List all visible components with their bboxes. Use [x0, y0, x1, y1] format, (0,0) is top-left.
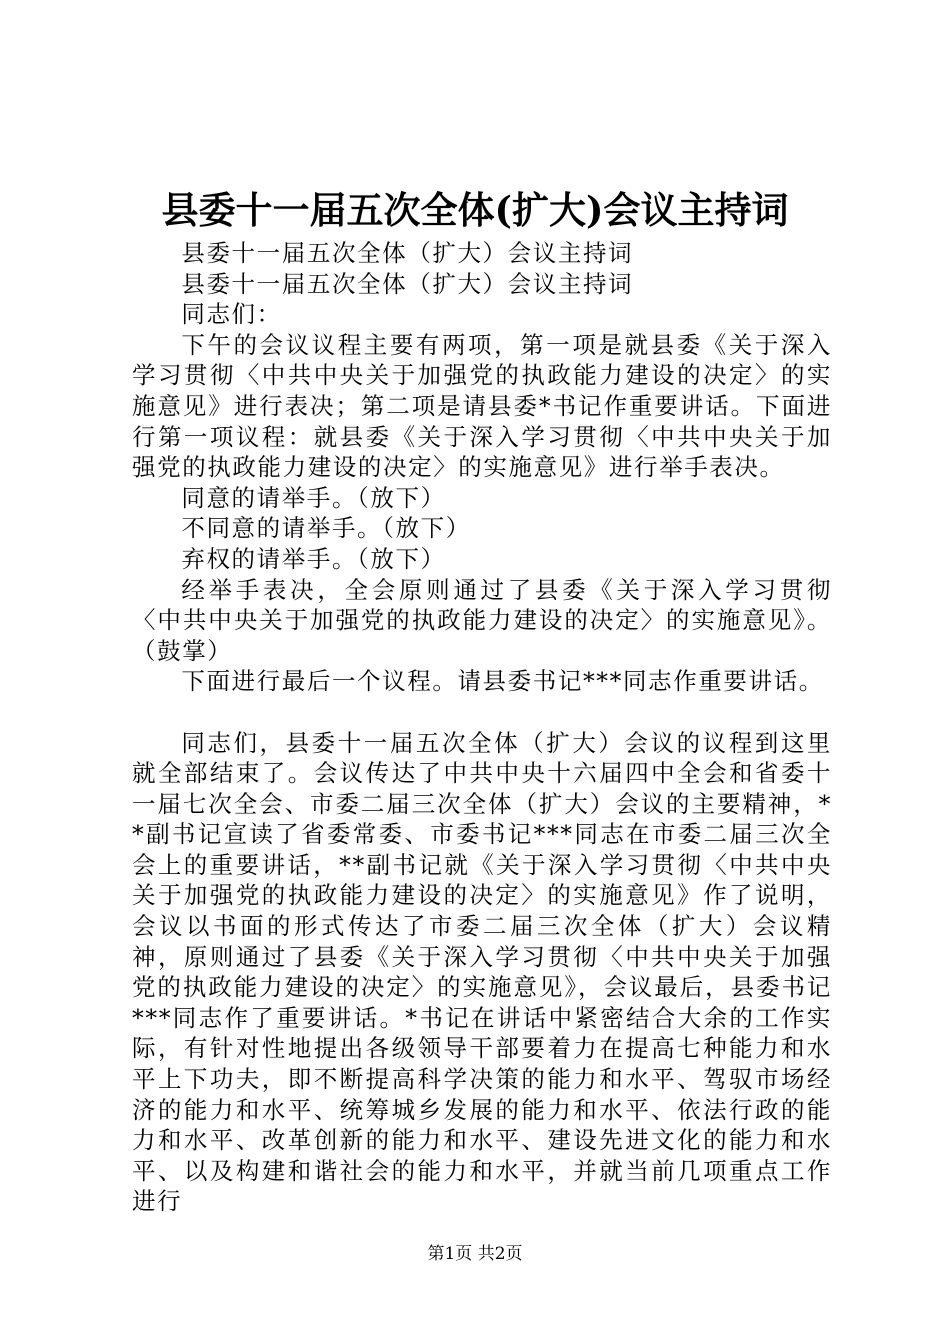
salutation: 同志们： [181, 300, 282, 329]
body-paragraph: 同意的请举手。（放下） [181, 483, 446, 512]
body-paragraph: 弃权的请举手。（放下） [181, 544, 446, 573]
body-paragraph: 同志们，县委十一届五次全体（扩大）会议的议程到这里就全部结束了。会议传达了中共中央十六届四中全会和省委十一届七次全会、市委二届三次全体（扩大）会议的主要精神，**副书记宣读了省委常委、市委书记***同志在市委二届三次全会上的重要讲话，**副书记就《关于深入学习贯彻〈中共中央关于加强党的执政能力建设的决定〉的实施意见》作了说明，会议以书面的形式传达了市委二届三次全体（扩大）会议精神，原则通过了县委《关于深入学习贯彻〈中共中央关于加强党的执政能力建设的决定〉的实施意见》，会议最后，县委书记***同志作了重要讲话。*书记在讲话中紧密结合大余的工作实际，有针对性地提出各级领导干部要着力在提高七种能力和水平上下功夫，即不断提高科学决策的能力和水平、驾驭市场经济的能力和水平、统筹城乡发展的能力和水平、依法行政的能力和水平、改革创新的能力和水平、建设先进文化的能力和水平、以及构建和谐社会的能力和水平，并就当前几项重点工作进行 [132, 728, 832, 1216]
document-body [132, 238, 832, 1217]
body-paragraph: 不同意的请举手。（放下） [181, 514, 471, 543]
page-number-footer: 第1页 共2页 [427, 1244, 523, 1264]
body-paragraph: 经举手表决，全会原则通过了县委《关于深入学习贯彻〈中共中央关于加强党的执政能力建设的决定〉的实施意见》。（鼓掌） [132, 575, 832, 665]
body-paragraph: 下面进行最后一个议程。请县委书记***同志作重要讲话。 [181, 667, 824, 696]
subtitle-line: 县委十一届五次全体（扩大）会议主持词 [181, 269, 634, 298]
subtitle-line: 县委十一届五次全体（扩大）会议主持词 [181, 239, 634, 267]
paragraph-spacer [132, 697, 832, 728]
body-paragraph: 下午的会议议程主要有两项，第一项是就县委《关于深入学习贯彻〈中共中央关于加强党的执政能力建设的决定〉的实施意见》进行表决；第二项是请县委*书记作重要讲话。下面进行第一项议程：就县委《关于深入学习贯彻〈中共中央关于加强党的执政能力建设的决定〉的实施意见》进行举手表决。 [132, 330, 832, 482]
document-title: 县委十一届五次全体(扩大)会议主持词 [161, 188, 789, 232]
